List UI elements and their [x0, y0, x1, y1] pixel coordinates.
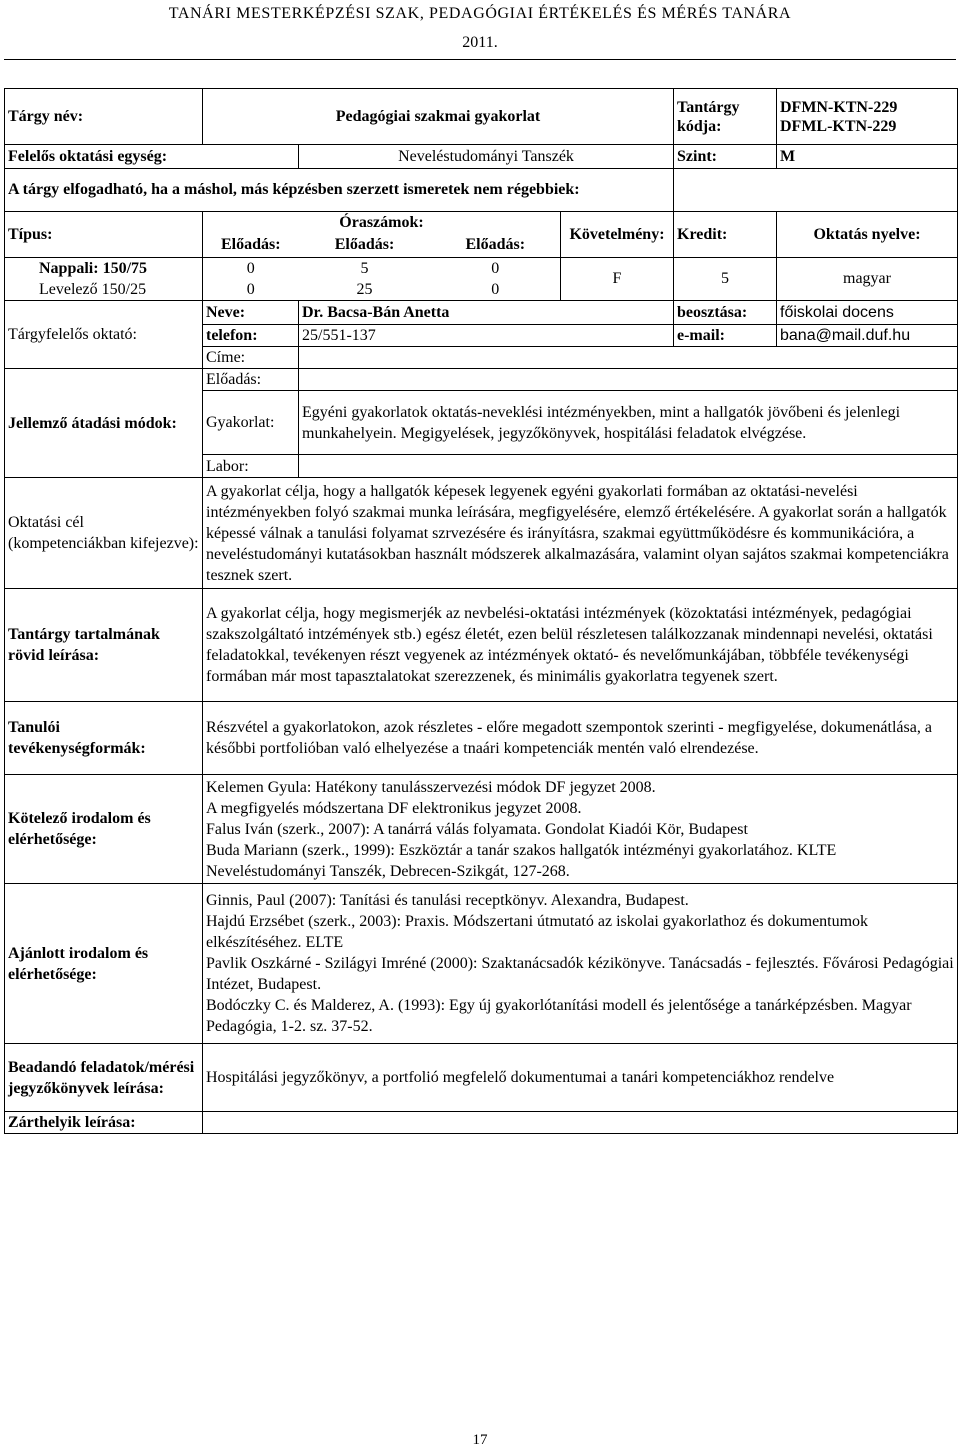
instructor-position: főiskolai docens: [777, 301, 958, 325]
requirement-value: F: [561, 257, 674, 301]
methods-lab-value: [299, 455, 958, 478]
recommended-lit-item: Bodóczky C. és Malderez, A. (1993): Egy új gyakorlótanítási modell és jelentősége a tanárképzésben. Magyar Pedagógia, 1-2. sz. 37-52.: [206, 997, 912, 1035]
instructor-phone: 25/551-137: [299, 325, 674, 347]
corr-total: 150/25: [101, 280, 147, 298]
instructor-name-label: Neve:: [203, 301, 299, 325]
page-number: 17: [472, 1432, 488, 1448]
day-hours-2: 5: [360, 259, 369, 277]
unit-label: Felelős oktatási egység:: [5, 145, 299, 169]
course-code-label: Tantárgy kódja:: [674, 89, 777, 145]
unit-value: Neveléstudományi Tanszék: [299, 145, 674, 169]
course-code: [777, 89, 958, 145]
instructor-email-label: e-mail:: [674, 325, 777, 347]
day-label: Nappali:: [39, 259, 99, 277]
corr-hours-2: 25: [299, 279, 431, 301]
hours-label: Óraszámok:: [203, 212, 561, 234]
level-value: M: [777, 145, 958, 169]
hours-col1-label: Előadás:: [203, 233, 299, 257]
course-datasheet-table: [4, 88, 958, 1134]
instructor-address-label: Címe:: [203, 347, 299, 369]
recommended-lit-item: Pavlik Oszkárné - Szilágyi Imréné (2000): Szaktanácsadók kézikönyve. Tanácsadás - fejlesztés. Fővárosi Pedagógiai Intézet, Budapest.: [206, 955, 954, 993]
required-lit-item: Falus Iván (szerk., 2007): A tanárrá válás folyamata. Gondolat Kiadói Kör, Budapest: [206, 820, 748, 838]
course-code-day: DFMN-KTN-229: [780, 98, 898, 116]
recommended-lit-list: [203, 884, 958, 1044]
language-value: magyar: [777, 257, 958, 301]
day-total: 150/75: [102, 259, 148, 277]
credit-label: Kredit:: [674, 212, 777, 258]
recommended-lit-item: Hajdú Erzsébet (szerk., 2003): Praxis. Módszertani útmutató az iskolai gyakorlathoz és dokumentumok elkészítéséhez. ELTE: [206, 913, 869, 951]
instructor-address: [299, 347, 958, 369]
level-label: Szint:: [674, 145, 777, 169]
corr-label: Levelező: [39, 280, 98, 298]
hours-col2-label: Előadás:: [299, 233, 431, 257]
instructor-email: bana@mail.duf.hu: [777, 325, 958, 347]
day-hours-3: 0: [431, 257, 561, 279]
required-lit-item: Kelemen Gyula: Hatékony tanulásszervezési módok DF jegyzet 2008.: [206, 778, 656, 796]
hours-col3-label: Előadás:: [431, 233, 561, 257]
content-label: Tantárgy tartalmának rövid leírása:: [5, 589, 203, 702]
activities-text: Részvétel a gyakorlatokon, azok részletes - előre megadott szempontok szerinti - megfigyelése, dokumenátlása, a későbbi portfolióban való elhelyezése a tnaári kompetenciák mentén való elrendezése.: [203, 702, 958, 775]
language-label: Oktatás nyelve:: [777, 212, 958, 258]
methods-practice-label: Gyakorlat:: [203, 391, 299, 455]
credit-value: 5: [674, 257, 777, 301]
day-hours-1: 0: [203, 257, 299, 279]
course-name: Pedagógiai szakmai gyakorlat: [203, 89, 674, 145]
prerequisite-label: A tárgy elfogadható, ha a máshol, más képzésben szerzett ismeretek nem régebbiek:: [5, 169, 674, 212]
exams-text: [203, 1112, 958, 1134]
assignments-label: Beadandó feladatok/mérési jegyzőkönyvek leírása:: [5, 1044, 203, 1112]
content-text: A gyakorlat célja, hogy megismerjék az nevbelési-oktatási intézmények (közoktatási intézmények, pedagógiai szakszolgáltató intzémények stb.) egész életét, ezen belül részletesen találkozzanak mindennapi nevelési, oktatási feladatokkal, tevékenyen részt vegyenek az intézmények oktató- és nevelőmunkájában, többféle tevékenységi formában már most tapasztalatokat szerezzenek, és minimális gyakorlatra tegyenek szert.: [203, 589, 958, 702]
day-hours-label: [5, 257, 203, 279]
course-name-label: Tárgy név:: [5, 89, 203, 145]
requirement-label: Követelmény:: [561, 212, 674, 258]
running-header: TANÁRI MESTERKÉPZÉSI SZAK, PEDAGÓGIAI ÉRTÉKELÉS ÉS MÉRÉS TANÁRA: [168, 5, 792, 22]
instructor-label: Tárgyfelelős oktató:: [5, 301, 203, 369]
methods-practice-value: Egyéni gyakorlatok oktatás-neveklési intézményekben, mint a hallgatók jövőbeni és jelenlegi munkahelyein. Megigyelések, jegyzőkönyvek, hospitálási feladatok elvégzése.: [299, 391, 958, 455]
methods-label: Jellemző átadási módok:: [5, 369, 203, 478]
goal-text: A gyakorlat célja, hogy a hallgatók képesek legyenek egyéni gyakorlati formában az oktatási-nevelési intézményekben folyó szakmai munka leírására, megfigyelésére, elemző értékelésére. A gyakorlat során a hallgatók képessé válnak a tanulási folyamat szrvezésére és irányításra, szakmai együttműködésre és kommunikációra, a neveléstudományi kutatásokban használt módszerek alkalmazására, valamint olyan sajátos szakmai kompetenciákra tesznek szert.: [203, 478, 958, 589]
prerequisite-value: [674, 169, 958, 212]
assignments-text: Hospitálási jegyzőkönyv, a portfolió megfelelő dokumentumai a tanári kompetenciákhoz rendelve: [203, 1044, 958, 1112]
instructor-phone-label: telefon:: [203, 325, 299, 347]
instructor-name: Dr. Bacsa-Bán Anetta: [299, 301, 674, 325]
required-lit-item: Buda Mariann (szerk., 1999): Eszköztár a tanár szakos hallgatók intézményi gyakorlatához. KLTE Neveléstudományi Tanszék, Debrecen-Szikgát, 127-268.: [206, 841, 837, 880]
course-code-corr: DFML-KTN-229: [780, 117, 897, 135]
corr-hours-label: [5, 279, 203, 301]
instructor-position-label: beosztása:: [674, 301, 777, 325]
exams-label: Zárthelyik leírása:: [5, 1112, 203, 1134]
required-lit-item: A megfigyelés módszertana DF elektronikus jegyzet 2008.: [206, 799, 582, 817]
running-header-year: 2011.: [462, 34, 498, 51]
activities-label: Tanulói tevékenységformák:: [5, 702, 203, 775]
goal-label: Oktatási cél (kompetenciákban kifejezve):: [5, 478, 203, 589]
recommended-lit-item: Ginnis, Paul (2007): Tanítási és tanulási receptkönyv. Alexandra, Budapest.: [206, 892, 689, 909]
methods-lecture-label: Előadás:: [203, 369, 299, 391]
corr-hours-1: 0: [203, 279, 299, 301]
required-lit-list: [203, 775, 958, 884]
corr-hours-3: 0: [431, 279, 561, 301]
methods-lecture-value: [299, 369, 958, 391]
type-label: Típus:: [5, 212, 203, 258]
recommended-lit-label: Ajánlott irodalom és elérhetősége:: [5, 884, 203, 1044]
required-lit-label: Kötelező irodalom és elérhetősége:: [5, 775, 203, 884]
methods-lab-label: Labor:: [203, 455, 299, 478]
header-rule: [4, 59, 956, 60]
